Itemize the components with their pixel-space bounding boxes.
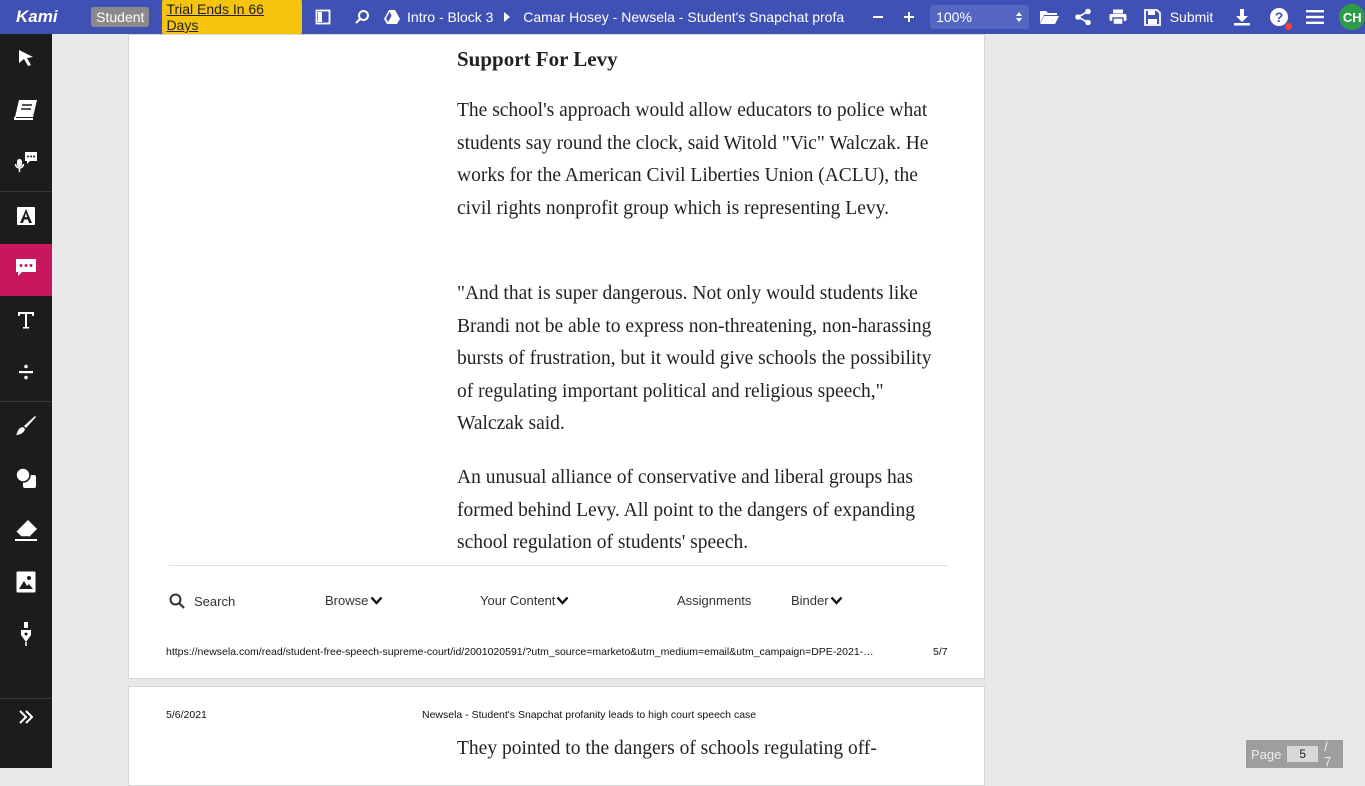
paragraph: An unusual alliance of conservative and liberal groups has formed behind Levy. All point to the dangers of expanding school regulation of students' speech. [457,467,915,554]
divider [169,565,947,566]
top-toolbar [0,0,1365,34]
search-icon [169,593,185,609]
shapes-tool[interactable] [0,454,52,506]
newsela-assignments-link [677,593,751,608]
chevron-down-icon [556,596,569,605]
print-icon[interactable] [1107,6,1129,28]
nav-browse-label: Browse [325,593,369,608]
chevron-down-icon [370,596,383,605]
reading-tool[interactable] [0,86,52,138]
eraser-tool[interactable] [0,506,52,558]
google-drive-icon [381,6,403,28]
notification-dot [1285,23,1292,30]
paragraph: "And that is super dangerous. Not only would students like Brandi not be able to express non-threatening, non-harassing bursts of frustration, but it would give schools the possibility of regulating important political and religious speech," Walczak said. [457,283,932,435]
text-icon [16,310,36,335]
signature-tool[interactable] [0,610,52,662]
menu-icon[interactable] [1304,6,1326,28]
role-badge: Student [91,7,149,27]
eraser-icon [14,519,38,546]
select-tool[interactable] [0,34,52,86]
paragraph: They pointed to the dangers of schools regulating off- [457,738,877,759]
chevron-down-icon [830,596,843,605]
newsela-binder-link [791,593,843,608]
markup-icon [16,206,36,231]
newsela-browse-link [325,593,383,608]
breadcrumb-folder[interactable]: Intro - Block 3 [407,9,494,25]
newsela-your-content-link [480,593,569,608]
draw-icon [15,415,37,442]
tool-sidebar [0,34,52,768]
page-label: Page [1251,746,1282,762]
dictation-icon [14,150,38,179]
zoom-out-icon[interactable] [867,6,889,28]
nav-binder-label: Binder [791,593,829,608]
nav-search-label: Search [194,593,236,609]
page-indicator [1246,740,1343,768]
equation-tool[interactable] [0,348,52,400]
image-icon [16,571,36,598]
zoom-select[interactable] [930,5,1029,29]
submit-button[interactable]: Submit [1169,9,1214,25]
trial-badge[interactable]: Trial Ends In 66 Days [162,0,302,35]
dictation-tool[interactable] [0,138,52,190]
newsela-search-link [169,593,235,609]
paragraph: The school's approach would allow educators to police what students say round the clock, said Witold "Vic" Walczak. He works for the American Civil Liberties Union (ACLU), the civil rights nonprofit group which is representing Levy. [457,100,929,219]
image-tool[interactable] [0,558,52,610]
select-icon [16,48,36,73]
zoom-in-icon[interactable] [898,6,920,28]
document-page[interactable] [128,34,985,679]
shapes-icon [15,467,37,494]
text-tool[interactable] [0,296,52,348]
reading-icon [14,99,38,126]
kami-logo[interactable]: Kami [16,7,58,26]
page-number-input[interactable]: 5 [1287,746,1318,762]
expand-sidebar-button[interactable] [0,699,52,739]
page-header-title: Newsela - Student's Snapchat profanity leads to high court speech case [422,709,757,721]
save-icon[interactable] [1142,6,1164,28]
search-icon[interactable] [352,6,374,28]
page-total: / 7 [1324,739,1332,769]
double-chevron-right-icon [18,710,34,729]
comment-tool[interactable] [0,244,52,296]
sidebar-toggle-icon[interactable] [312,6,334,28]
chevron-right-icon [499,6,515,28]
share-icon[interactable] [1073,6,1095,28]
help-icon[interactable] [1268,6,1290,28]
section-heading: Support For Levy [457,47,618,71]
download-icon[interactable] [1231,6,1253,28]
zoom-value: 100% [936,9,972,25]
avatar[interactable]: CH [1339,4,1365,30]
page-footer-number: 5/7 [933,646,948,658]
page-footer-url: https://newsela.com/read/student-free-speech-supreme-court/id/2001020591/?utm_source=marketo&utm_medium=email&utm_campaign=DPE-2021-… [166,646,874,658]
draw-tool[interactable] [0,402,52,454]
page-header-date: 5/6/2021 [166,709,207,721]
markup-tool[interactable] [0,192,52,244]
nav-assignments-label: Assignments [677,593,752,608]
document-page[interactable] [128,686,985,786]
open-folder-icon[interactable] [1038,6,1060,28]
comment-icon [15,258,37,283]
svg-text:?: ? [1274,9,1284,25]
equation-icon [17,363,35,386]
nav-your-content-label: Your Content [480,593,556,608]
document-title[interactable]: Camar Hosey - Newsela - Student's Snapchat profa [523,9,845,25]
signature-icon [19,622,33,651]
updown-arrows-icon [1015,11,1023,23]
